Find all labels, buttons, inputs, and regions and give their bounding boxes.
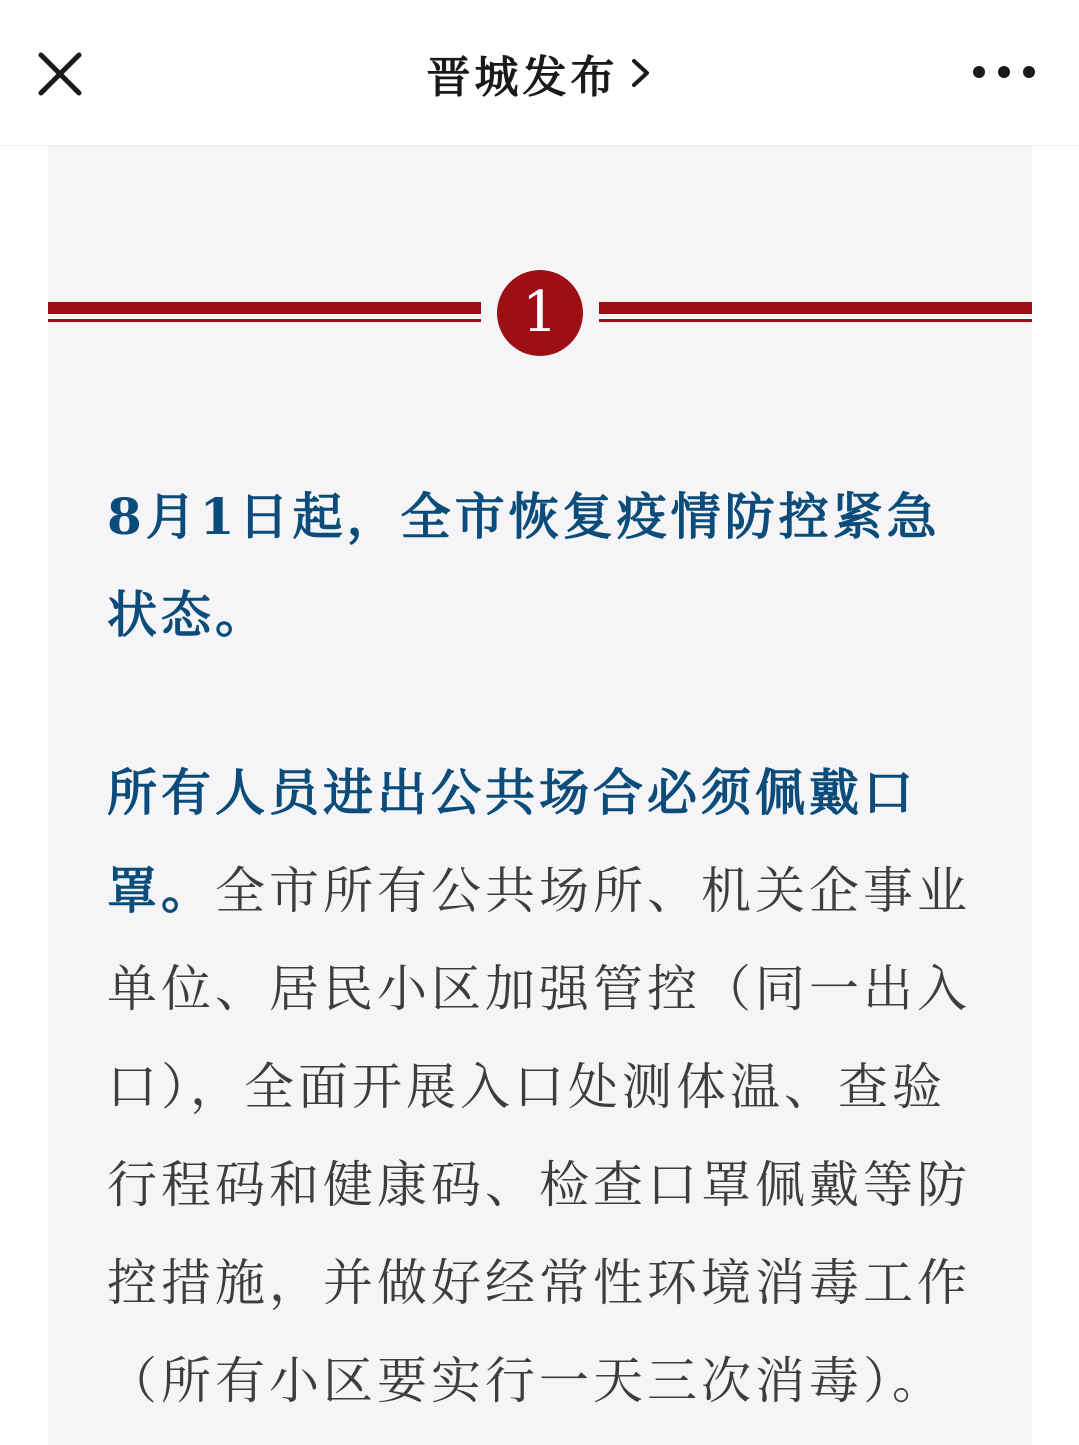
account-name: 晋城发布 [426, 52, 619, 103]
divider-rule-right [599, 302, 1032, 324]
paragraph-1-highlight: 8月1日起，全市恢复疫情防控紧急状态。 [107, 487, 941, 644]
divider-rule-left [48, 302, 481, 324]
paragraph-1 [107, 468, 977, 664]
article-panel [48, 146, 1032, 1445]
section-number-badge: 1 [497, 270, 583, 356]
paragraph-2 [107, 744, 977, 1430]
more-dots-icon [969, 52, 1039, 92]
top-navigation-bar [0, 0, 1079, 146]
paragraph-2-body: 全市所有公共场所、机关企事业单位、居民小区加强管控（同一出入口），全面开展入口处测体温、查验行程码和健康码、检查口罩佩戴等防控措施，并做好经常性环境消毒工作（所有小区要实行一天三次消毒）。 [107, 862, 971, 1410]
account-title-link[interactable] [427, 41, 653, 105]
section-divider [48, 266, 1032, 356]
title-container [0, 40, 1079, 106]
paragraph-2-highlight: 所有人员进出公共场合必须佩戴口罩。 [107, 763, 917, 920]
more-options-button[interactable] [969, 52, 1039, 92]
article-content [107, 468, 977, 1430]
chevron-right-icon [629, 53, 653, 93]
